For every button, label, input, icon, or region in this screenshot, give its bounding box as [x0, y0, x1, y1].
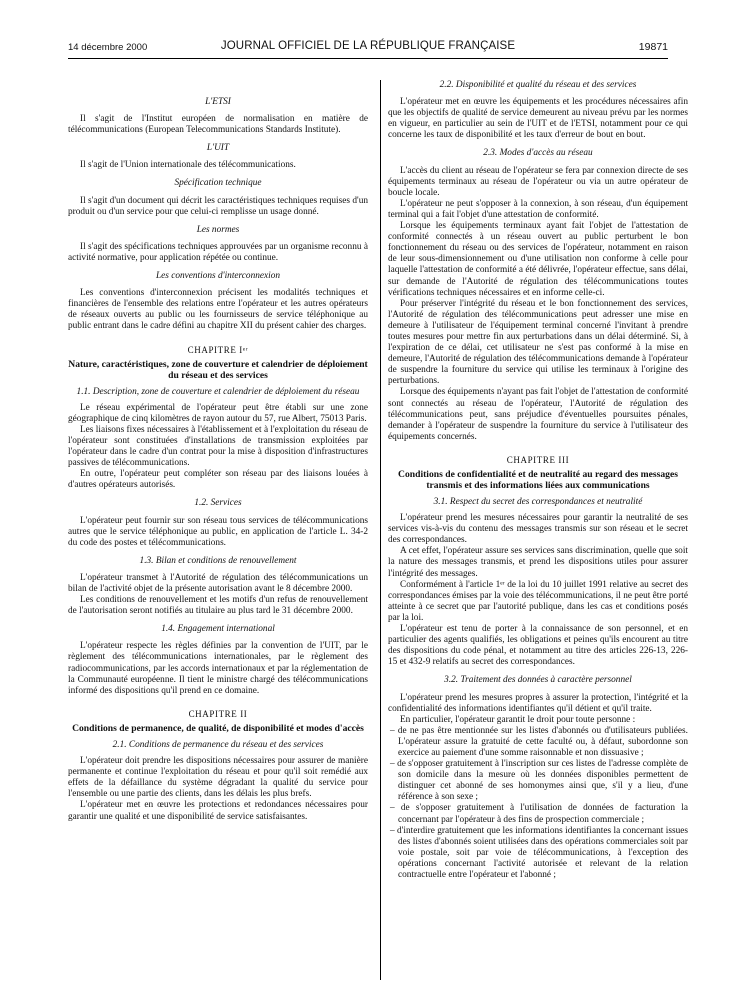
- section-1-1-para: Les liaisons fixes nécessaires à l'établissement et à l'exploitation du réseau de l'opérateur sont constituées d'installations de transmission exploitées par l'opérateur dans le cadre d'un contrat pour la mise à disposition d'infrastructures passives de télécommunications.: [68, 424, 368, 469]
- section-2-3-para: L'opérateur ne peut s'opposer à la connexion, à son réseau, d'un équipement terminal qui a fait l'objet d'une attestation de conformité.: [388, 198, 688, 220]
- section-1-4-heading: 1.4. Engagement international: [161, 624, 275, 635]
- right-column: [388, 80, 688, 881]
- list-item: – de ne pas être mentionnée sur les listes d'abonnés ou d'utilisateurs publiées. L'opérateur assure la gratuité de cette faculté ou, à défaut, subordonne son exercice au paiement d'une somme raisonnable et non dissuasive ;: [390, 725, 688, 758]
- section-1-2-para: L'opérateur peut fournir sur son réseau tous services de télécommunications autres que le service téléphonique au public, en application de l'article L. 34-2 du code des postes et télécommunications.: [68, 515, 368, 548]
- etsi-heading: L'ETSI: [205, 97, 231, 107]
- section-2-3-heading: 2.3. Modes d'accès au réseau: [483, 148, 593, 159]
- left-column: [68, 90, 368, 823]
- section-2-2-para: L'opérateur met en œuvre les équipements et les procédures nécessaires afin que les objectifs de qualité de service demeurent au niveau prévu par les normes en vigueur, en particulier au sein de l'UIT et de l'ETSI, notamment pour ce qui concerne les taux de disponibilité et les taux d'erreur de bout en bout.: [388, 97, 688, 141]
- section-2-3-para: Pour préserver l'intégrité du réseau et le bon fonctionnement des services, l'Autorité de régulation des télécommunications peut adresser une mise en demeure à l'utilisateur de l'équipement terminal concerné l'invitant à prendre toutes mesures pour mettre fin aux perturbations dans un délai déterminé. Si, à l'expiration de ce délai, cet utilisateur ne s'est pas conformé à la mise en demeure, l'Autorité de régulation des télécommunications demande à l'opérateur de suspendre la fourniture du service qui utilise les terminaux à l'origine des perturbations.: [388, 298, 688, 387]
- section-2-3-para: Lorsque les équipements terminaux ayant fait l'objet de l'attestation de conformité connectés à un réseau ouvert au public perturbent le bon fonctionnement du réseau ou des services de l'opérateur, notamment en raison de leur sous-dimensionnement ou d'une utilisation non conforme à celle pour laquelle l'attestation de conformité a été délivrée, l'opérateur effectue, sans délai, sur demande de l'Autorité de régulation des télécommunications toutes vérifications techniques nécessaires et en informe celle-ci.: [388, 221, 688, 298]
- chapter-2-title: Conditions de permanence, de qualité, de disponibilité et modes d'accès: [72, 722, 364, 734]
- section-3-1-para: L'opérateur est tenu de porter à la connaissance de son personnel, et en particulier des agents qualifiés, les obligations et peines qu'ils encourent au titre des dispositions du code pénal, et notamment au titre des articles 226-13, 226-15 et 432-9 relatifs au secret des correspondances.: [388, 624, 688, 668]
- chapter-3-label: CHAPITRE III: [506, 454, 570, 465]
- normes-text: Il s'agit des spécifications techniques approuvées par un organisme reconnu à activité normative, pour application répétée ou continue.: [68, 241, 368, 263]
- section-1-1-heading: 1.1. Description, zone de couverture et calendrier de déploiement du réseau: [76, 386, 360, 397]
- section-1-1-para: En outre, l'opérateur peut compléter son réseau par des liaisons louées à d'autres opérateurs autorisés.: [68, 469, 368, 491]
- column-divider: [380, 80, 381, 980]
- chapter-2-label: CHAPITRE II: [188, 708, 248, 719]
- chapter-1-title: Nature, caractéristiques, zone de couverture et calendrier de déploiement du réseau et des services: [68, 358, 368, 381]
- section-1-2-heading: 1.2. Services: [194, 498, 242, 509]
- spec-heading: Spécification technique: [174, 178, 262, 189]
- page-header: [68, 38, 668, 54]
- normes-heading: Les normes: [196, 224, 240, 235]
- uit-text: Il s'agit de l'Union internationale des télécommunications.: [80, 160, 296, 171]
- section-2-3-para: L'accès du client au réseau de l'opérateur se fera par connexion directe de ses équipements terminaux au réseau de l'opérateur ou via un autre opérateur de boucle locale.: [388, 165, 688, 198]
- section-1-3-para: L'opérateur transmet à l'Autorité de régulation des télécommunications un bilan de l'activité objet de la présente autorisation avant le 8 décembre 2000.: [68, 572, 368, 594]
- header-page-number: 19871: [638, 41, 668, 53]
- spec-text: Il s'agit d'un document qui décrit les caractéristiques techniques requises d'un produit ou d'un service pour que celui-ci remplisse un usage donné.: [68, 195, 368, 217]
- list-item: – de s'opposer gratuitement à l'utilisation de données de facturation la concernant par l'opérateur à des fins de prospection commerciale ;: [390, 803, 688, 825]
- section-3-1-para: L'opérateur prend les mesures nécessaires pour garantir la neutralité de ses services vis-à-vis du contenu des messages transmis sur son réseau et le secret des correspondances.: [388, 513, 688, 546]
- section-3-2-para: En particulier, l'opérateur garantit le droit pour toute personne :: [400, 714, 636, 725]
- header-title: JOURNAL OFFICIEL DE LA RÉPUBLIQUE FRANÇAISE: [220, 40, 516, 52]
- section-2-1-para: L'opérateur met en œuvre les protections et redondances nécessaires pour garantir une qualité et une disponibilité de service satisfaisantes.: [68, 800, 368, 822]
- section-1-3-para: Les conditions de renouvellement et les motifs d'un refus de renouvellement de l'autorisation seront notifiés au titulaire au plus tard le 31 décembre 2000.: [68, 595, 368, 617]
- section-3-1-para: A cet effet, l'opérateur assure ses services sans discrimination, quelle que soit la nature des messages transmis, et prend les dispositions utiles pour assurer l'intégrité des messages.: [388, 546, 688, 579]
- section-2-1-para: L'opérateur doit prendre les dispositions nécessaires pour assurer de manière permanente et continue l'exploitation du réseau et pour qu'il soit remédié aux effets de la défaillance du système dégradant la qualité du service pour l'ensemble ou une partie des clients, dans les délais les plus brefs.: [68, 756, 368, 800]
- section-2-1-heading: 2.1. Conditions de permanence du réseau et des services: [112, 739, 324, 750]
- chapter-3-title: Conditions de confidentialité et de neutralité au regard des messages transmis et des informations liées aux communications: [398, 469, 678, 491]
- chapter-1-label: CHAPITRE Iᵉʳ: [187, 344, 249, 355]
- section-3-1-heading: 3.1. Respect du secret des correspondances et neutralité: [433, 497, 643, 507]
- section-2-2-heading: 2.2. Disponibilité et qualité du réseau et des services: [439, 80, 637, 90]
- uit-heading: L'UIT: [206, 143, 230, 154]
- section-3-1-para: Conformément à l'article 1ᵉʳ de la loi du 10 juillet 1991 relative au secret des correspondances émises par la voie des télécommunications, il ne peut être porté atteinte à ce secret que par l'autorité publique, dans les cas et conditions posés par la loi.: [388, 579, 688, 623]
- header-date: 14 décembre 2000: [68, 42, 148, 53]
- rights-list: [388, 726, 688, 881]
- section-1-1-para: Le réseau expérimental de l'opérateur peut être établi sur une zone géographique de cinq kilomètres de rayon autour du 57, rue Albert, 75013 Paris.: [68, 402, 368, 424]
- section-3-2-heading: 3.2. Traitement des données à caractère personnel: [444, 675, 632, 686]
- section-1-3-heading: 1.3. Bilan et conditions de renouvellement: [139, 555, 297, 566]
- etsi-text: Il s'agit de l'Institut européen de normalisation en matière de télécommunications (European Telecommunications Standards Institute).: [68, 114, 368, 136]
- header-rule: [68, 58, 668, 59]
- conventions-heading: Les conventions d'interconnexion: [155, 271, 281, 282]
- list-item: – d'interdire gratuitement que les informations identifiantes la concernant issues des listes d'abonnés soient utilisées dans des opérations commerciales soit par voie postale, soit par voie de télécommunications, à l'exception des opérations concernant l'activité autorisée et relevant de la relation contractuelle entre l'opérateur et l'abonné ;: [390, 825, 688, 880]
- section-2-3-para: Lorsque des équipements n'ayant pas fait l'objet de l'attestation de conformité sont connectés au réseau de l'opérateur, l'Autorité de régulation des télécommunications peut, sans préjudice d'éventuelles poursuites pénales, demander à l'opérateur de suspendre la fourniture du service à l'utilisateur des équipements concernés.: [388, 387, 688, 442]
- section-1-4-para: L'opérateur respecte les règles définies par la convention de l'UIT, par le règlement des télécommunications internationales, par le règlement des radiocommunications, par les accords internationaux et par la réglementation de la Communauté européenne. Il tient le ministre chargé des télécommunications informé des dispositions qu'il prend en ce domaine.: [68, 641, 368, 696]
- section-3-2-para: L'opérateur prend les mesures propres à assurer la protection, l'intégrité et la confidentialité des informations identifiantes qu'il détient et qu'il traite.: [388, 692, 688, 714]
- conventions-text: Les conventions d'interconnexion précisent les modalités techniques et financières de l'ensemble des relations entre l'opérateur et les autres opérateurs de réseaux ouverts au public ou les fournisseurs de service téléphonique au public entrant dans le cadre défini au chapitre XII du présent cahier des charges.: [68, 288, 368, 332]
- list-item: – de s'opposer gratuitement à l'inscription sur ces listes de l'adresse complète de son domicile dans la mesure où les données disponibles permettent de distinguer cet abonné de ses homonymes ainsi que, s'il y a lieu, d'une référence à son sexe ;: [390, 759, 688, 803]
